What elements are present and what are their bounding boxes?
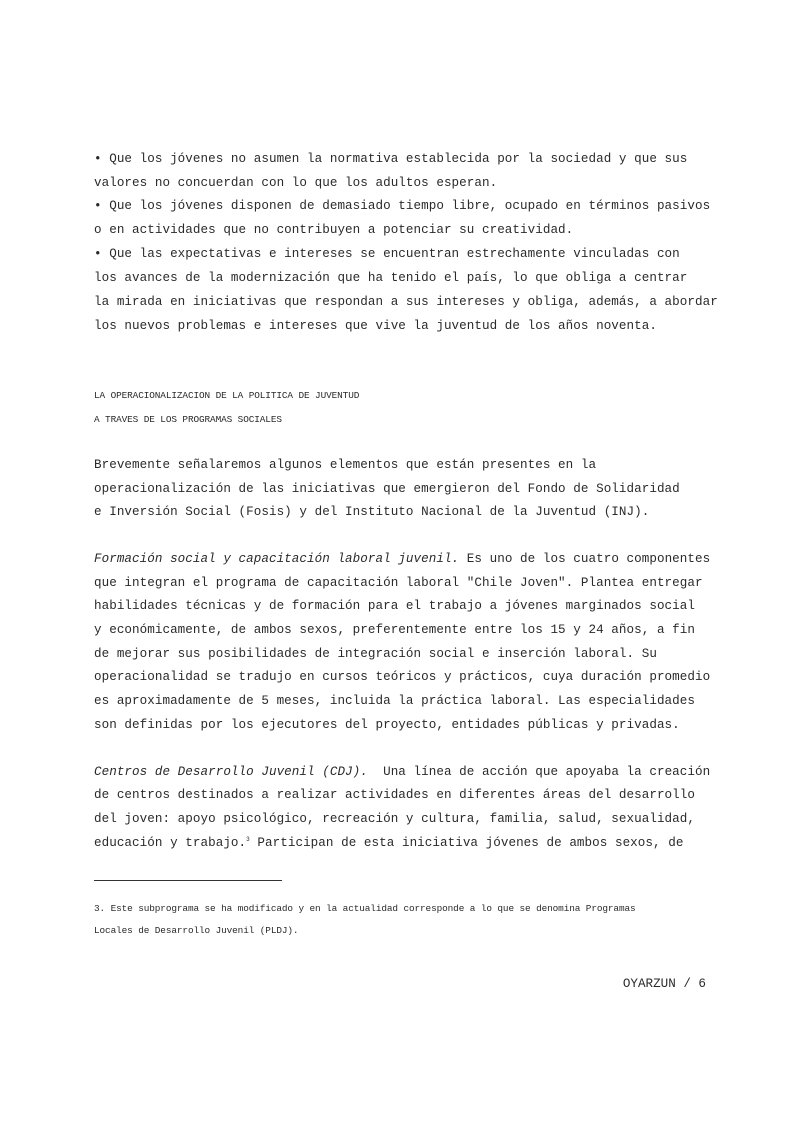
bullet-3-line-2: los avances de la modernización que ha tenido el país, lo que obliga a centrar: [94, 271, 688, 285]
formacion-line-1: [94, 553, 710, 566]
formacion-line-6: operacionalidad se tradujo en cursos teóricos y prácticos, cuya duración promedio: [94, 670, 711, 684]
formacion-line-5: de mejorar sus posibilidades de integración social e inserción laboral. Su: [94, 647, 657, 661]
formacion-line-8: son definidas por los ejecutores del proyecto, entidades públicas y privadas.: [94, 718, 680, 732]
footnote-separator: [94, 880, 282, 881]
formacion-line-3: habilidades técnicas y de formación para el trabajo a jóvenes marginados social: [94, 599, 695, 613]
bullet-1-line-1: • Que los jóvenes no asumen la normativa establecida por la sociedad y que sus: [94, 152, 688, 166]
centros-last-before: educación y trabajo.: [94, 836, 247, 850]
section-heading-line-1: LA OPERACIONALIZACION DE LA POLITICA DE JUVENTUD: [94, 390, 360, 401]
formacion-line-2: que integran el programa de capacitación laboral "Chile Joven". Plantea entregar: [94, 576, 703, 590]
footnote-line-2: Locales de Desarrollo Juvenil (PLDJ).: [94, 925, 299, 936]
centros-line-1: [94, 766, 710, 779]
bullet-2-line-2: o en actividades que no contribuyen a potenciar su creatividad.: [94, 223, 574, 237]
centros-line-4: [94, 837, 683, 850]
centros-last-after: Participan de esta iniciativa jóvenes de ambos sexos, de: [249, 836, 684, 850]
formacion-line-4: y económicamente, de ambos sexos, preferentemente entre los 15 y 24 años, a fin: [94, 623, 695, 637]
page-number: OYARZUN / 6: [622, 977, 706, 991]
intro-line-2: operacionalización de las iniciativas que emergieron del Fondo de Solidaridad: [94, 482, 680, 496]
intro-line-3: e Inversión Social (Fosis) y del Instituto Nacional de la Juventud (INJ).: [94, 505, 650, 519]
footnote-line-1: 3. Este subprograma se ha modificado y en la actualidad corresponde a lo que se denomina Programas: [94, 903, 636, 914]
bullet-3-line-4: los nuevos problemas e intereses que vive la juventud de los años noventa.: [94, 319, 657, 333]
centros-first-rest: Una línea de acción que apoyaba la creación: [367, 765, 711, 779]
centros-line-3: del joven: apoyo psicológico, recreación y cultura, familia, salud, sexualidad,: [94, 812, 695, 826]
bullet-1-line-2: valores no concuerdan con lo que los adultos esperan.: [94, 176, 498, 190]
formacion-first-rest: Es uno de los cuatro componentes: [459, 552, 711, 566]
centros-title: Centros de Desarrollo Juvenil (CDJ).: [94, 765, 368, 779]
footnote-reference: 3: [246, 836, 250, 843]
bullet-3-line-1: • Que las expectativas e intereses se encuentran estrechamente vinculadas con: [94, 247, 680, 261]
bullet-3-line-3: la mirada en iniciativas que respondan a sus intereses y obliga, además, a abordar: [94, 295, 718, 309]
section-heading-line-2: A TRAVES DE LOS PROGRAMAS SOCIALES: [94, 414, 282, 425]
formacion-line-7: es aproximadamente de 5 meses, incluida la práctica laboral. Las especialidades: [94, 694, 695, 708]
intro-line-1: Brevemente señalaremos algunos elementos que están presentes en la: [94, 458, 597, 472]
formacion-title: Formación social y capacitación laboral juvenil.: [94, 552, 460, 566]
centros-line-2: de centros destinados a realizar actividades en diferentes áreas del desarrollo: [94, 788, 695, 802]
bullet-2-line-1: • Que los jóvenes disponen de demasiado tiempo libre, ocupado en términos pasivos: [94, 199, 711, 213]
